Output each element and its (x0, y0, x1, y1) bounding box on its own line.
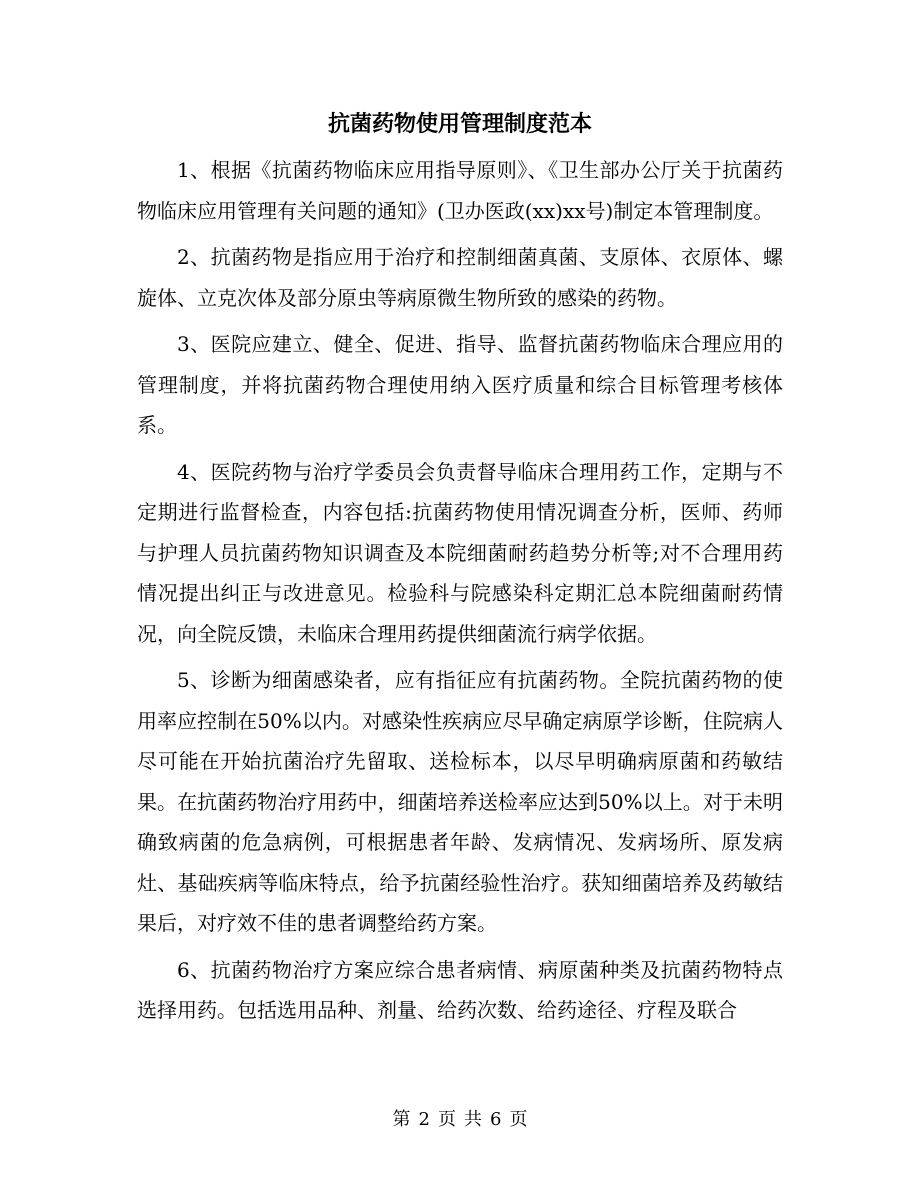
paragraph-1: 1、根据《抗菌药物临床应用指导原则》、《卫生部办公厅关于抗菌药物临床应用管理有关问题的通知》(卫办医政(xx)xx号)制定本管理制度。 (137, 158, 783, 223)
footer-prefix: 第 (392, 1109, 411, 1130)
footer-page-word: 页 (438, 1109, 456, 1130)
paragraph-6: 6、抗菌药物治疗方案应综合患者病情、病原菌种类及抗菌药物特点选择用药。包括选用品种、剂量、给药次数、给药途径、疗程及联合 (137, 957, 783, 1022)
page-footer (0, 1106, 920, 1134)
document-title: 抗菌药物使用管理制度范本 (327, 111, 592, 137)
footer-suffix: 页 (509, 1109, 528, 1130)
footer-total-pages: 6 (490, 1109, 502, 1130)
footer-total-word: 共 (464, 1109, 482, 1130)
paragraph-3: 3、医院应建立、健全、促进、指导、监督抗菌药物临床合理应用的管理制度，并将抗菌药物合理使用纳入医疗质量和综合目标管理考核体系。 (137, 332, 783, 437)
paragraph-5: 5、诊断为细菌感染者，应有指征应有抗菌药物。全院抗菌药物的使用率应控制在50%以内。对感染性疾病应尽早确定病原学诊断，住院病人尽可能在开始抗菌治疗先留取、送检标本，以尽早明确病原菌和药敏结果。在抗菌药物治疗用药中，细菌培养送检率应达到50%以上。对于未明确致病菌的危急病例，可根据患者年龄、发病情况、发病场所、原发病灶、基础疾病等临床特点，给予抗菌经验性治疗。获知细菌培养及药敏结果后，对疗效不佳的患者调整给药方案。 (137, 668, 783, 935)
paragraph-2: 2、抗菌药物是指应用于治疗和控制细菌真菌、支原体、衣原体、螺旋体、立克次体及部分原虫等病原微生物所致的感染的药物。 (137, 245, 783, 310)
document-body (137, 150, 783, 1037)
paragraph-4: 4、医院药物与治疗学委员会负责督导临床合理用药工作，定期与不定期进行监督检查，内容包括:抗菌药物使用情况调查分析，医师、药师与护理人员抗菌药物知识调查及本院细菌耐药趋势分析等;对不合理用药情况提出纠正与改进意见。检验科与院感染科定期汇总本院细菌耐药情况，向全院反馈，未临床合理用药提供细菌流行病学依据。 (137, 459, 783, 646)
footer-page-number: 2 (418, 1109, 430, 1130)
